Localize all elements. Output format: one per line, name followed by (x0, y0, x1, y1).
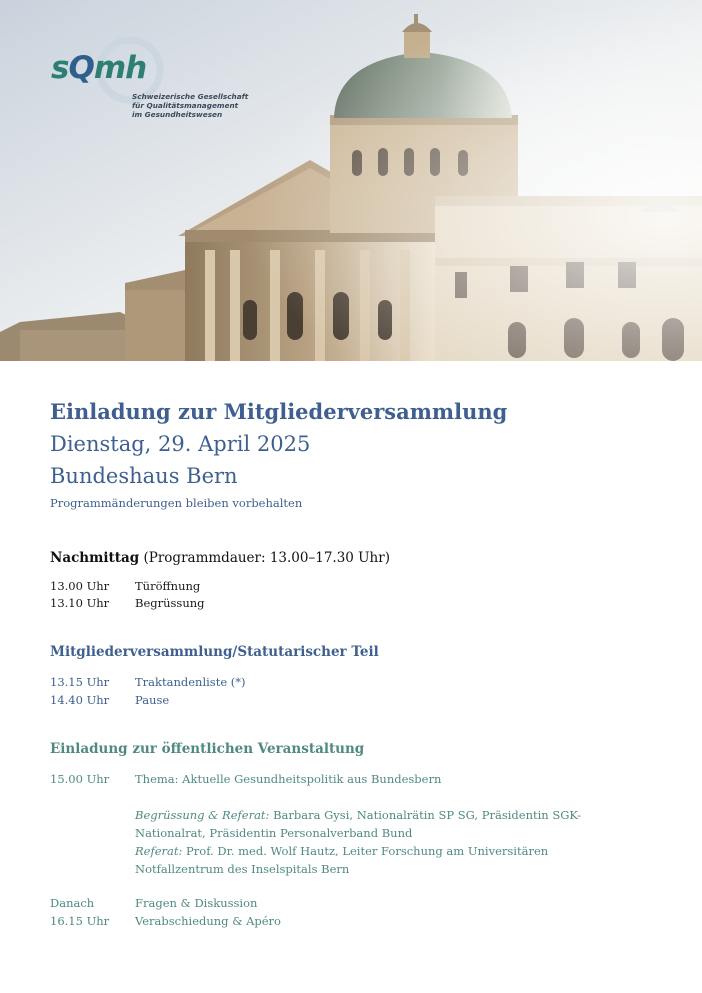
schedule-time: 15.00 Uhr (50, 772, 110, 786)
schedule-time: 16.15 Uhr (50, 914, 110, 928)
event-location: Bundeshaus Bern (50, 464, 238, 488)
schedule-label: Pause (135, 693, 170, 707)
schedule-label: Fragen & Diskussion (135, 896, 258, 910)
schedule-label: Türöffnung (135, 579, 201, 593)
page-title: Einladung zur Mitgliederversammlung (50, 399, 508, 424)
schedule-label: Traktandenliste (*) (135, 675, 246, 689)
event-date: Dienstag, 29. April 2025 (50, 432, 311, 456)
afternoon-heading: Nachmittag (Programmdauer: 13.00–17.30 Uhr) (50, 550, 390, 566)
schedule-time: 13.15 Uhr (50, 675, 110, 689)
schedule-time: Danach (50, 896, 95, 910)
schedule-label: Begrüssung (135, 596, 205, 610)
public-event-heading: Einladung zur öffentlichen Veranstaltung (50, 741, 365, 757)
schedule-time: 14.40 Uhr (50, 693, 110, 707)
logo-wordmark: sQmh (51, 50, 147, 86)
speaker-1: Begrüssung & Referat: Barbara Gysi, Nationalrätin SP SG, Präsidentin SGK-Nationalrat, Präsidentin Personalverband Bund (135, 808, 582, 840)
schedule-time: 13.10 Uhr (50, 596, 110, 610)
schedule-time: 13.00 Uhr (50, 579, 110, 593)
event-theme: Thema: Aktuelle Gesundheitspolitik aus Bundesbern (135, 772, 442, 786)
program-note: Programmänderungen bleiben vorbehalten (50, 496, 303, 510)
assembly-heading: Mitgliederversammlung/Statutarischer Teil (50, 644, 379, 660)
logo-org-name: Schweizerische Gesellschaft für Qualitätsmanagement im Gesundheitswesen (132, 92, 249, 119)
schedule-label: Verabschiedung & Apéro (135, 914, 281, 928)
sqmh-logo (48, 30, 249, 125)
speaker-2: Referat: Prof. Dr. med. Wolf Hautz, Leiter Forschung am Universitären Notfallzentrum des Inselspitals Bern (135, 844, 549, 876)
